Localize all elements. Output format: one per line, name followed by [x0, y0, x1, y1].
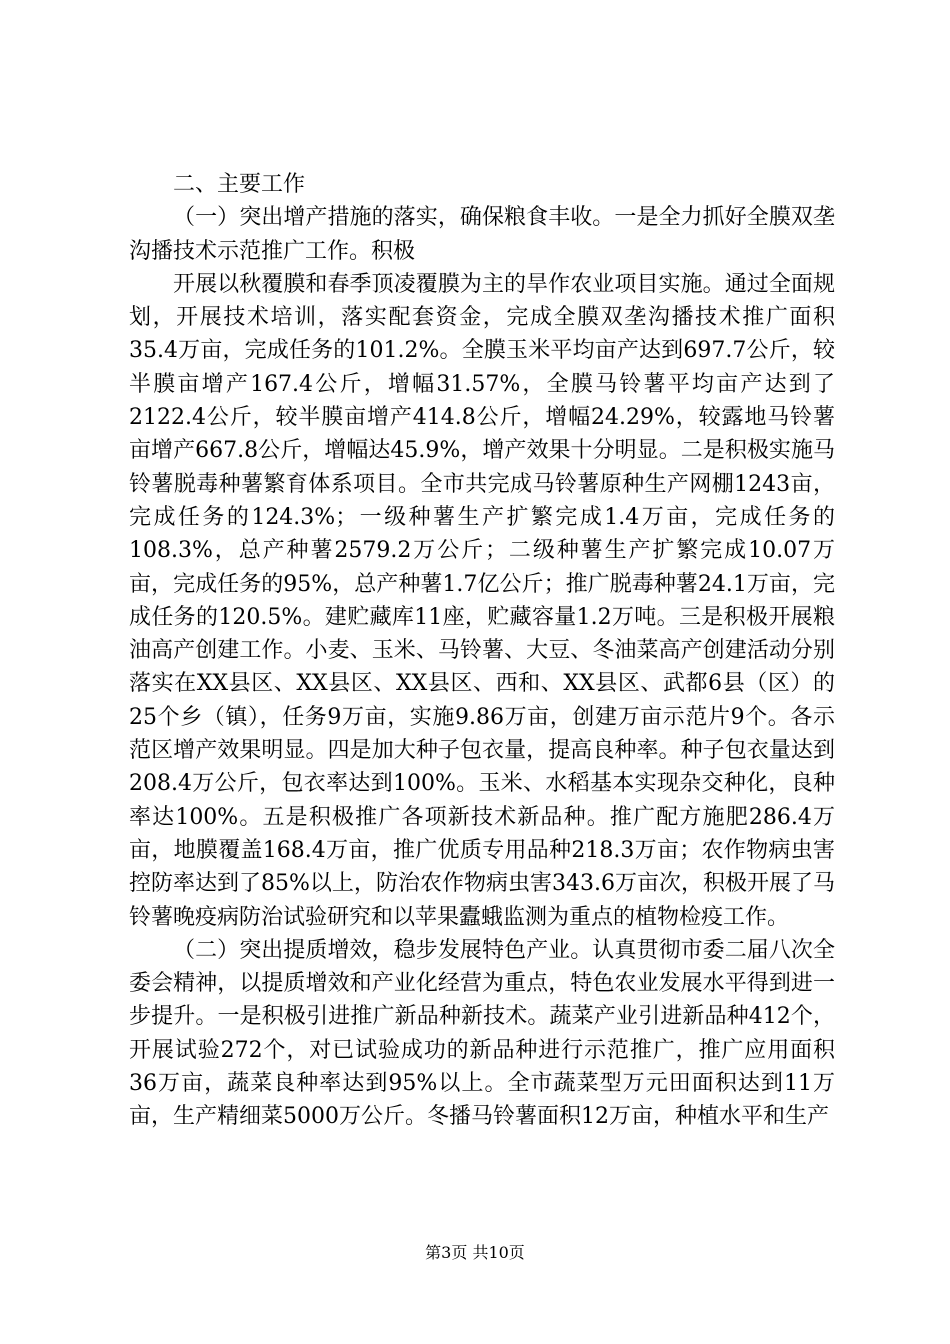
paragraph-2: 开展以秋覆膜和春季顶凌覆膜为主的旱作农业项目实施。通过全面规划，开展技术培训，落实配套资金，完成全膜双垄沟播技术推广面积35.4万亩，完成任务的101.2%。全膜玉米平均亩产达到697.7公斤，较半膜亩增产167.4公斤，增幅31.57%，全膜马铃薯平均亩产达到了2122.4公斤，较半膜亩增产414.8公斤，增幅24.29%，较露地马铃薯亩增产667.8公斤，增幅达45.9%，增产效果十分明显。二是积极实施马铃薯脱毒种薯繁育体系项目。全市共完成马铃薯原种生产网棚1243亩，完成任务的124.3%；一级种薯生产扩繁完成1.4万亩，完成任务的108.3%，总产种薯2579.2万公斤；二级种薯生产扩繁完成10.07万亩，完成任务的95%，总产种薯1.7亿公斤；推广脱毒种薯24.1万亩，完成任务的120.5%。建贮藏库11座，贮藏容量1.2万吨。三是积极开展粮油高产创建工作。小麦、玉米、马铃薯、大豆、冬油菜高产创建活动分别落实在XX县区、XX县区、XX县区、西和、XX县区、武都6县（区）的25个乡（镇），任务9万亩，实施9.86万亩，创建万亩示范片9个。各示范区增产效果明显。四是加大种子包衣量，提高良种率。种子包衣量达到208.4万公斤，包衣率达到100%。玉米、水稻基本实现杂交种化，良种率达100%。五是积极推广各项新技术新品种。推广配方施肥286.4万亩，地膜覆盖168.4万亩，推广优质专用品种218.3万亩；农作物病虫害控防率达到了85%以上，防治农作物病虫害343.6万亩次，积极开展了马铃薯晚疫病防治试验研究和以苹果蠹蛾监测为重点的植物检疫工作。 [129, 271, 835, 930]
section-heading: 二、主要工作 [173, 172, 306, 197]
paragraph-3: （二）突出提质增效，稳步发展特色产业。认真贯彻市委二届八次全委会精神，以提质增效和产业化经营为重点，特色农业发展水平得到进一步提升。一是积极引进推广新品种新技术。蔬菜产业引进新品种412个，开展试验272个，对已试验成功的新品种进行示范推广，推广应用面积36万亩，蔬菜良种率达到95%以上。全市蔬菜型万元田面积达到11万亩，生产精细菜5000万公斤。冬播马铃薯面积12万亩，种植水平和生产 [129, 937, 835, 1130]
paragraph-1: （一）突出增产措施的落实，确保粮食丰收。一是全力抓好全膜双垄沟播技术示范推广工作。积极 [129, 205, 835, 264]
page-number-label: 第3页 共10页 [425, 1243, 525, 1262]
page-footer [0, 1240, 950, 1263]
document-body [129, 168, 835, 1134]
